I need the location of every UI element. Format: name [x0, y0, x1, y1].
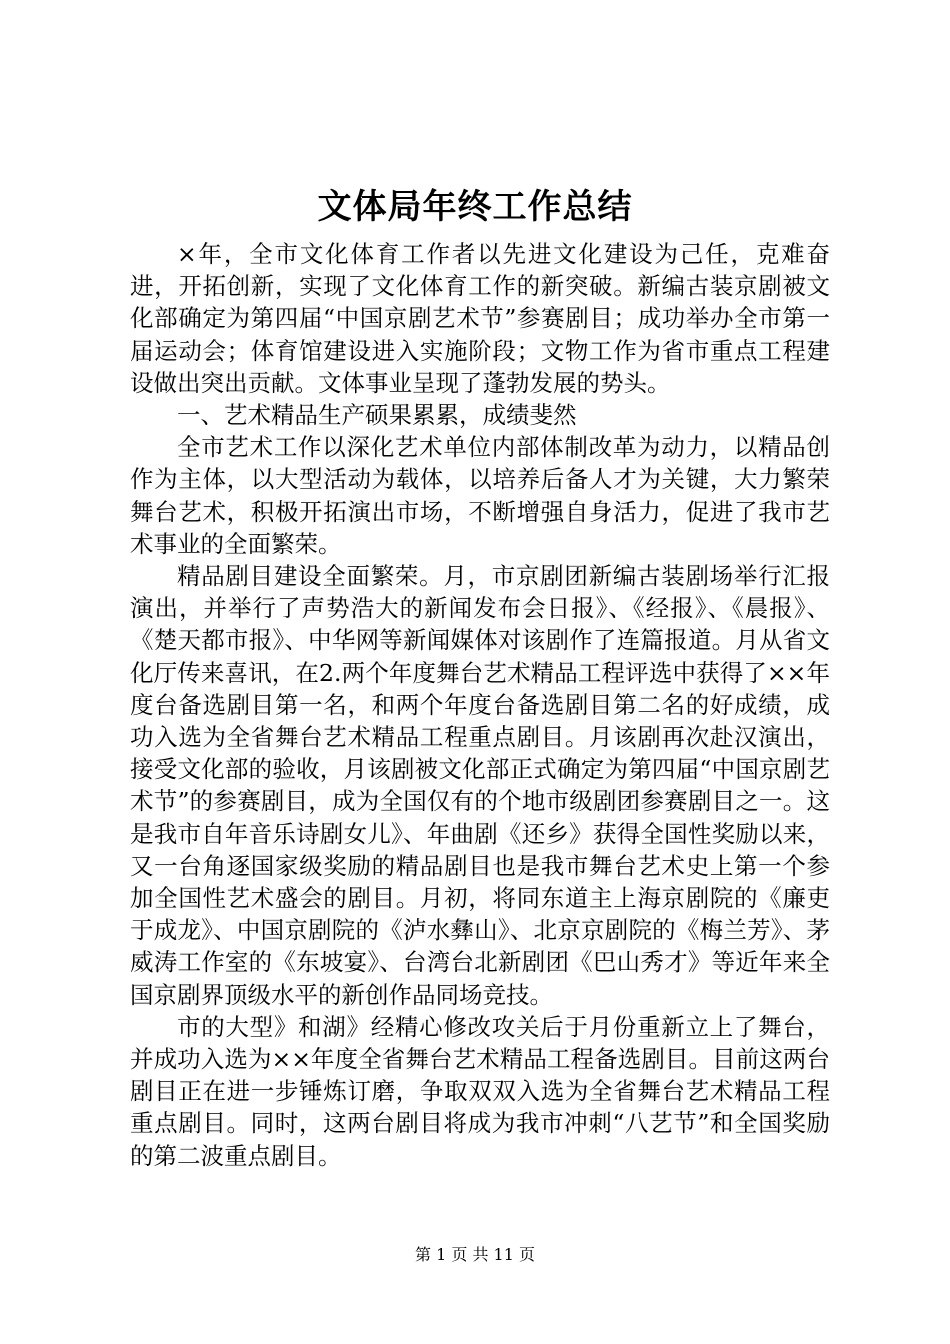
document-title: 文体局年终工作总结: [317, 187, 633, 227]
paragraph-second-wave: 市的大型》和湖》经精心修改攻关后于月份重新立上了舞台，并成功入选为××年度全省舞台艺术精品工程备选剧目。目前这两台剧目正在进一步锤炼订磨，争取双双入选为全省舞台艺术精品工程重点剧目。同时，这两台剧目将成为我市冲刺“八艺节”和全国奖励的第二波重点剧目。: [130, 1012, 830, 1170]
page-footer: 第 1 页 共 11 页: [415, 1245, 535, 1264]
document-body: [130, 238, 830, 1172]
paragraph-art-overview: 全市艺术工作以深化艺术单位内部体制改革为动力，以精品创作为主体，以大型活动为载体，以培养后备人才为关键，大力繁荣舞台艺术，积极开拓演出市场，不断增强自身活力，促进了我市艺术事业的全面繁荣。: [130, 433, 830, 558]
section-heading-art: 一、艺术精品生产硕果累累，成绩斐然: [177, 401, 577, 430]
paragraph-repertoire: 精品剧目建设全面繁荣。月，市京剧团新编古装剧场举行汇报演出，并举行了声势浩大的新闻发布会日报》、《经报》、《晨报》、《楚天都市报》、中华网等新闻媒体对该剧作了连篇报道。月从省文化厅传来喜讯，在2.两个年度舞台艺术精品工程评选中获得了××年度台备选剧目第一名，和两个年度台备选剧目第二名的好成绩，成功入选为全省舞台艺术精品工程重点剧目。月该剧再次赴汉演出，接受文化部的验收，月该剧被文化部正式确定为第四届“中国京剧艺术节”的参赛剧目，成为全国仅有的个地市级剧团参赛剧目之一。这是我市自年音乐诗剧女儿》、年曲剧《还乡》获得全国性奖励以来，又一台角逐国家级奖励的精品剧目也是我市舞台艺术史上第一个参加全国性艺术盛会的剧目。月初，将同东道主上海京剧院的《廉吏于成龙》、中国京剧院的《泸水彝山》、北京京剧院的《梅兰芳》、茅威涛工作室的《东坡宴》、台湾台北新剧团《巴山秀才》等近年来全国京剧界顶级水平的新创作品同场竞技。: [130, 562, 830, 1009]
paragraph-intro: ×年，全市文化体育工作者以先进文化建设为己任，克难奋进，开拓创新，实现了文化体育工作的新突破。新编古装京剧被文化部确定为第四届“中国京剧艺术节”参赛剧目；成功举办全市第一届运动会；体育馆建设进入实施阶段；文物工作为省市重点工程建设做出突出贡献。文体事业呈现了蓬勃发展的势头。: [130, 240, 830, 397]
